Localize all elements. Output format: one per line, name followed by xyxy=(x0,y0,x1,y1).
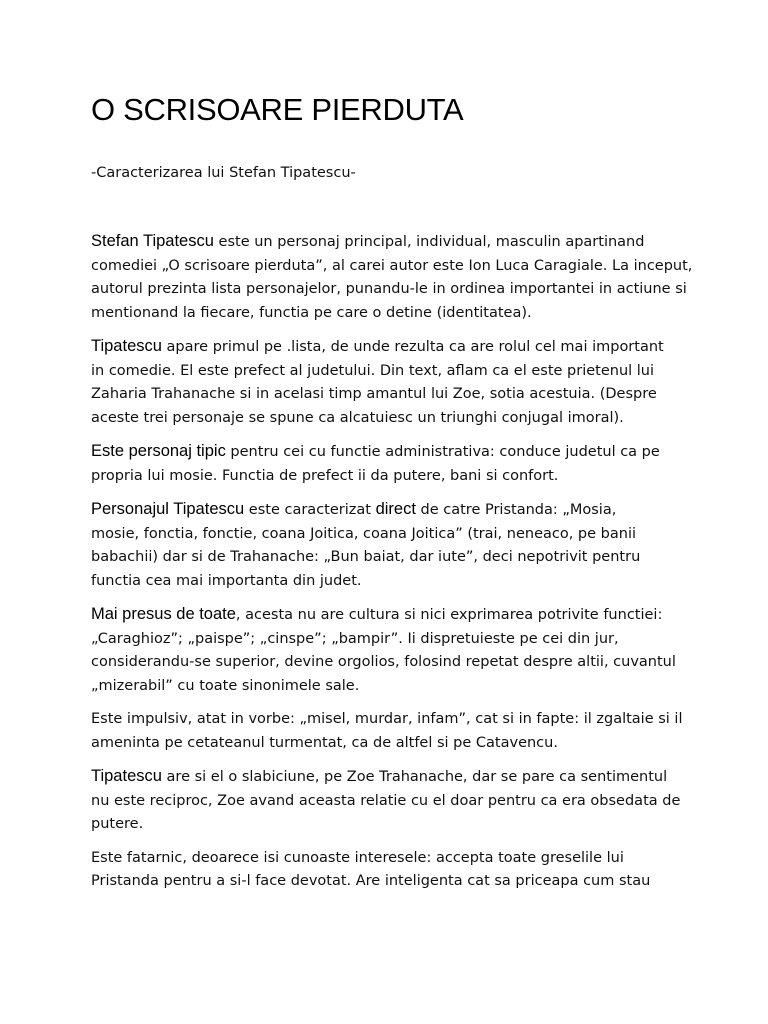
paragraph-3 xyxy=(91,440,691,488)
paragraph-lead: Personajul Tipatescu xyxy=(91,500,245,518)
paragraph-line: in comedie. El este prefect al judetului. Din text, aflam ca el este prietenul lui xyxy=(91,362,655,379)
paragraph-text: este caracterizat xyxy=(244,502,376,518)
paragraph-line xyxy=(91,498,691,523)
paragraph-1 xyxy=(91,230,691,325)
paragraph-line: propria lui mosie. Functia de prefect ii da putere, bani si confort. xyxy=(91,467,559,484)
paragraph-line: Este fatarnic, deoarece isi cunoaste interesele: accepta toate greselile lui xyxy=(91,849,624,866)
paragraph-line xyxy=(91,230,691,255)
paragraph-text: pentru cei cu functie administrativa: conduce judetul ca pe xyxy=(225,444,660,460)
paragraph-line: Este impulsiv, atat in vorbe: „misel, murdar, infam”, cat si in fapte: il zgaltaie si il xyxy=(91,711,683,727)
paragraph-line: autorul prezinta lista personajelor, punandu-le in ordinea importantei in actiune si xyxy=(91,281,687,297)
paragraph-7 xyxy=(91,765,691,837)
paragraph-line xyxy=(91,765,691,790)
paragraph-line xyxy=(91,335,691,360)
paragraph-6 xyxy=(91,708,691,755)
paragraph-4 xyxy=(91,498,691,593)
paragraph-line: functia cea mai importanta din judet. xyxy=(91,572,362,589)
paragraph-line: nu este reciproc, Zoe avand aceasta relatie cu el doar pentru ca era obsedata de xyxy=(91,792,681,809)
document-subtitle: -Caracterizarea lui Stefan Tipatescu- xyxy=(91,165,356,181)
paragraph-line: „mizerabil” cu toate sinonimele sale. xyxy=(91,677,360,694)
paragraph-line xyxy=(91,440,691,465)
paragraph-line: putere. xyxy=(91,816,144,832)
paragraph-lead: Tipatescu xyxy=(91,337,162,355)
paragraph-text: , acesta nu are cultura si nici exprimarea potrivite functiei: xyxy=(235,607,663,623)
paragraph-5 xyxy=(91,603,691,698)
paragraph-2 xyxy=(91,335,691,430)
document-body xyxy=(91,230,691,904)
paragraph-lead: Este personaj tipic xyxy=(91,442,226,460)
document-title: O SCRISOARE PIERDUTA xyxy=(91,92,464,127)
paragraph-line: ameninta pe cetateanul turmentat, ca de altfel si pe Catavencu. xyxy=(91,734,558,751)
paragraph-emphasis: direct xyxy=(375,500,416,518)
paragraph-text: apare primul pe .lista, de unde rezulta ca are rolul cel mai important xyxy=(161,339,664,355)
paragraph-text: este un personaj principal, individual, masculin apartinand xyxy=(213,234,645,250)
paragraph-line: Pristanda pentru a si-l face devotat. Are inteligenta cat sa priceapa cum stau xyxy=(91,873,651,889)
paragraph-line: comediei „O scrisoare pierduta”, al carei autor este Ion Luca Caragiale. La inceput, xyxy=(91,257,693,274)
paragraph-text: de catre Pristanda: „Mosia, xyxy=(415,502,617,518)
paragraph-line: mentionand la fiecare, functia pe care o detine (identitatea). xyxy=(91,304,532,321)
paragraph-line: aceste trei personaje se spune ca alcatuiesc un triunghi conjugal imoral). xyxy=(91,409,624,426)
paragraph-line: Zaharia Trahanache si in acelasi timp amantul lui Zoe, sotia acestuia. (Despre xyxy=(91,386,657,402)
paragraph-line: „Caraghioz”; „paispe”; „cinspe”; „bampir”. Ii dispretuieste pe cei din jur, xyxy=(91,630,619,647)
paragraph-line: babachii) dar si de Trahanache: „Bun baiat, dar iute”, deci nepotrivit pentru xyxy=(91,549,641,565)
paragraph-8 xyxy=(91,847,691,894)
paragraph-line: mosie, fonctia, fonctie, coana Joitica, coana Joitica” (trai, neneaco, pe banii xyxy=(91,525,637,542)
paragraph-line xyxy=(91,603,691,628)
paragraph-text: are si el o slabiciune, pe Zoe Trahanache, dar se pare ca sentimentul xyxy=(161,769,668,785)
paragraph-line: considerandu-se superior, devine orgolios, folosind repetat despre altii, cuvantul xyxy=(91,654,676,670)
paragraph-lead: Stefan Tipatescu xyxy=(91,232,214,250)
paragraph-lead: Tipatescu xyxy=(91,767,162,785)
paragraph-lead: Mai presus de toate xyxy=(91,605,236,623)
